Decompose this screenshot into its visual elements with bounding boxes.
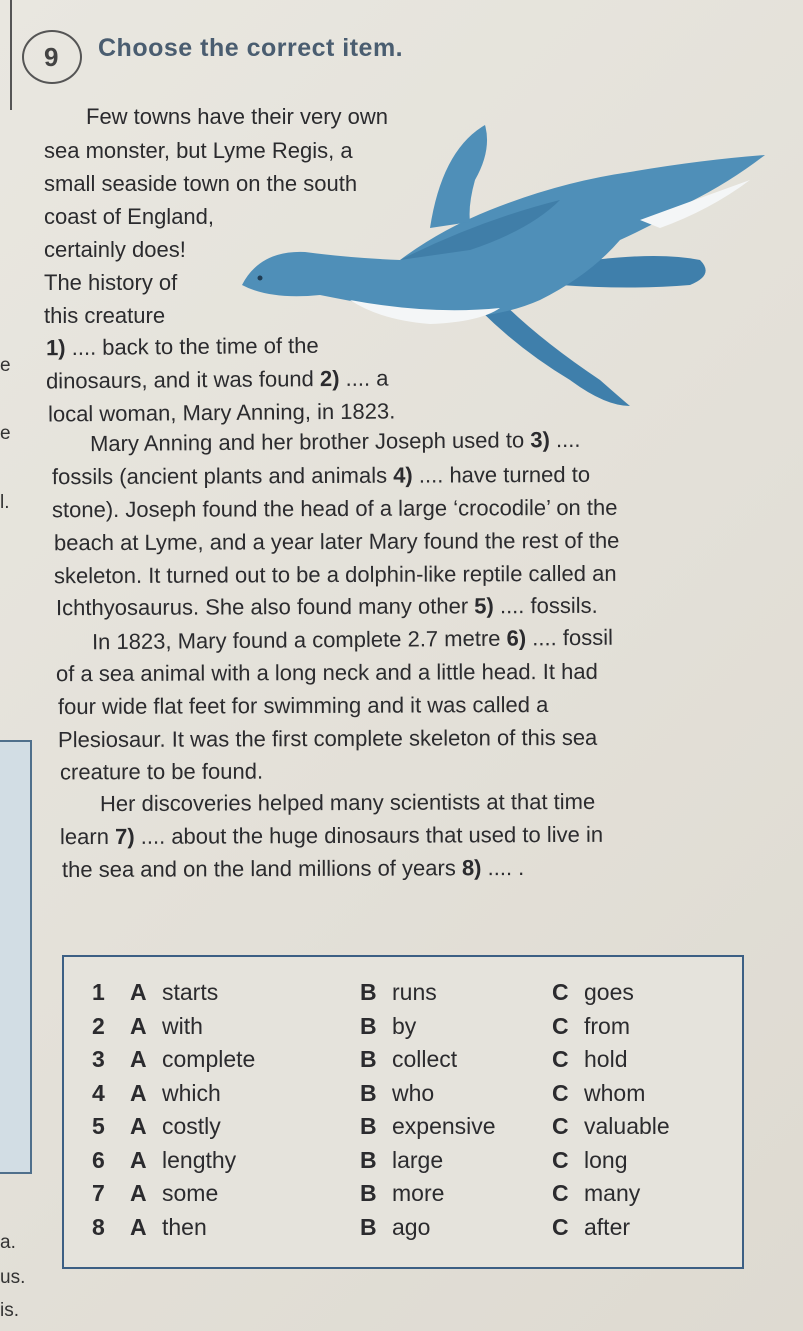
option-letter-b[interactable]: B [360,1213,377,1240]
passage-text: coast of England, [44,204,215,229]
option-c-text[interactable]: whom [584,1079,646,1106]
passage-text: stone). Joseph found the head of a large ‘crocodile’ on the [51,494,618,523]
option-b-text[interactable]: collect [392,1046,458,1072]
margin-fragment: l. [0,492,10,513]
creature-eye [258,276,263,281]
option-row [64,1046,742,1079]
passage-line [58,691,548,721]
option-letter-c[interactable]: C [552,1180,569,1206]
option-letter-c[interactable]: C [552,1213,569,1240]
passage-line [44,269,177,297]
passage-text: this creature [44,303,166,328]
option-letter-c[interactable]: C [552,979,569,1005]
option-row [64,1147,742,1180]
option-letter-c[interactable]: C [552,1079,569,1106]
passage-line [44,236,186,264]
gap-number: 8) [461,855,482,881]
passage-line [60,758,263,787]
passage-text: .... fossil [526,624,614,651]
passage-text: certainly does! [44,237,186,262]
passage-text: creature to be found. [59,758,264,785]
passage-text: local woman, Mary Anning, in 1823. [47,398,396,427]
passage-line [62,854,524,884]
option-number[interactable]: 6 [92,1146,105,1173]
option-a-text[interactable]: starts [162,979,219,1005]
passage-text: The history of [44,270,178,295]
passage-text: skeleton. It turned out to be a dolphin-like reptile called an [53,560,617,589]
option-a-text[interactable]: some [162,1180,219,1206]
passage-text: Mary Anning and her brother Joseph used to [89,427,531,457]
option-number[interactable]: 2 [92,1012,105,1039]
option-c-text[interactable]: goes [584,979,634,1005]
margin-rule [10,0,12,110]
option-row [64,1214,742,1247]
passage-text: fossils (ancient plants and animals [51,462,394,490]
exercise-title: Choose the correct item. [98,34,404,62]
passage-line [54,527,620,557]
option-letter-a[interactable]: A [130,979,147,1005]
option-letter-a[interactable]: A [130,1146,147,1173]
passage-line [100,788,595,818]
option-b-text[interactable]: large [392,1146,444,1173]
option-row [64,1180,742,1213]
option-letter-a[interactable]: A [130,1180,147,1206]
passage-text: .... about the huge dinosaurs that used to live in [134,821,604,849]
passage-text: beach at Lyme, and a year later Mary found the rest of the [53,527,620,556]
side-panel [0,740,32,1174]
passage-text: Plesiosaur. It was the first complete skeleton of this sea [57,724,598,753]
passage-text: dinosaurs, and it was found [45,366,321,394]
passage-text: four wide flat feet for swimming and it was called a [57,691,549,720]
passage-text: Ichthyosaurus. She also found many other [55,593,475,621]
passage-line [58,724,597,754]
option-c-text[interactable]: after [584,1213,631,1240]
passage-text: .... back to the time of the [65,332,319,361]
passage-text: .... fossils. [493,592,598,619]
creature-fin-top [430,125,487,228]
option-letter-c[interactable]: C [552,1012,569,1039]
margin-fragment: e [0,423,11,444]
option-a-text[interactable]: costly [162,1113,221,1139]
option-b-text[interactable]: who [392,1079,435,1106]
margin-fragment: e [0,355,11,376]
passage-text: In 1823, Mary found a complete 2.7 metre [91,625,507,655]
passage-line [54,560,617,590]
gap-number: 1) [45,335,66,361]
passage-line [52,461,590,491]
passage-line [48,397,396,428]
option-number[interactable]: 3 [92,1046,105,1072]
option-c-text[interactable]: long [584,1146,628,1173]
option-a-text[interactable]: with [162,1012,203,1039]
option-letter-c[interactable]: C [552,1113,569,1139]
option-a-text[interactable]: which [162,1079,221,1106]
option-row [64,1013,742,1046]
passage-line [44,170,357,198]
margin-fragment: a. [0,1232,16,1253]
option-number[interactable]: 5 [92,1113,105,1139]
gap-number: 2) [319,365,340,392]
passage-text: .... have turned to [412,461,591,488]
margin-fragment: us. [0,1267,26,1288]
gap-number: 7) [114,823,135,849]
passage-text: .... [549,426,581,453]
option-b-text[interactable]: expensive [392,1113,496,1139]
option-b-text[interactable]: runs [392,979,437,1005]
passage-text: .... a [339,365,389,391]
option-row [64,1113,742,1146]
option-letter-a[interactable]: A [130,1079,147,1106]
passage-text: the sea and on the land millions of years [61,855,462,883]
option-c-text[interactable]: valuable [584,1113,670,1139]
option-letter-b[interactable]: B [360,979,377,1005]
option-letter-a[interactable]: A [130,1113,147,1139]
option-letter-c[interactable]: C [552,1146,569,1173]
passage-line [86,103,388,131]
gap-number: 3) [530,427,550,453]
passage-text: learn [59,823,116,850]
option-a-text[interactable]: then [162,1213,207,1240]
passage-line [46,365,389,396]
option-a-text[interactable]: complete [162,1046,256,1072]
exercise-number-circle [22,30,82,84]
option-b-text[interactable]: ago [392,1213,431,1240]
passage-line [92,624,613,657]
passage-text: Her discoveries helped many scientists at that time [99,788,596,817]
option-row [64,1080,742,1113]
gap-number: 4) [393,462,413,488]
creature-front-flipper [480,300,630,406]
option-c-text[interactable]: from [584,1012,630,1039]
option-letter-a[interactable]: A [130,1012,147,1039]
passage-line [44,137,353,165]
option-number[interactable]: 7 [92,1180,105,1206]
exercise-number: 9 [44,42,59,72]
passage-line [56,658,598,688]
option-letter-b[interactable]: B [360,1079,377,1106]
option-c-text[interactable]: hold [584,1046,628,1072]
option-letter-b[interactable]: B [360,1113,377,1139]
gap-number: 6) [506,625,527,651]
gap-number: 5) [474,593,494,619]
option-number[interactable]: 1 [92,979,105,1005]
margin-fragment: is. [0,1300,19,1321]
option-letter-b[interactable]: B [360,1180,377,1206]
passage-line [56,592,598,622]
passage-text: small seaside town on the south [44,171,358,196]
passage-line [46,332,319,362]
option-letter-b[interactable]: B [360,1146,377,1173]
passage-line [60,821,603,851]
passage-line [90,426,581,458]
passage-text: sea monster, but Lyme Regis, a [44,138,353,163]
passage-text: .... . [481,854,525,881]
option-number[interactable]: 4 [92,1079,105,1106]
option-a-text[interactable]: lengthy [162,1146,237,1173]
option-row [64,979,742,1012]
option-letter-a[interactable]: A [130,1046,147,1072]
option-letter-b[interactable]: B [360,1046,377,1072]
passage-line [52,494,618,524]
answer-options-box [62,955,744,1269]
option-number[interactable]: 8 [92,1213,105,1240]
option-c-text[interactable]: many [584,1180,641,1206]
option-b-text[interactable]: by [392,1012,417,1039]
passage-line [44,203,214,231]
option-b-text[interactable]: more [392,1180,445,1206]
option-letter-b[interactable]: B [360,1012,377,1039]
option-letter-c[interactable]: C [552,1046,569,1072]
option-letter-a[interactable]: A [130,1213,147,1240]
passage-line [44,302,165,330]
passage-text: of a sea animal with a long neck and a little head. It had [55,658,598,687]
passage-text: Few towns have their very own [86,104,389,129]
